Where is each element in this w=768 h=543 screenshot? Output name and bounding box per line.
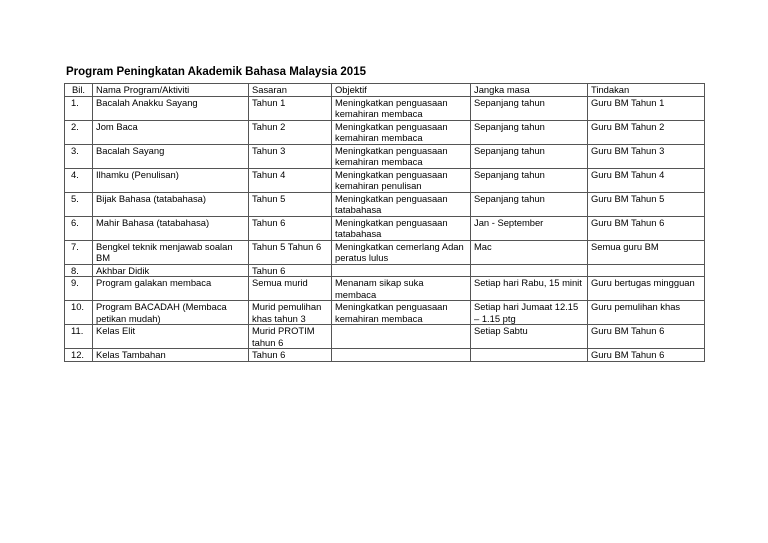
cell-sasaran: Tahun 1 (249, 96, 332, 120)
cell-bil: 10. (65, 301, 93, 325)
table-row (65, 325, 705, 349)
cell-tindakan: Guru BM Tahun 3 (588, 144, 705, 168)
cell-objektif: Meningkatkan penguasaan kemahiran membaca (332, 301, 471, 325)
cell-objektif: Meningkatkan penguasaan tatabahasa (332, 216, 471, 240)
table-row (65, 264, 705, 277)
cell-bil: 2. (65, 120, 93, 144)
cell-sasaran: Semua murid (249, 277, 332, 301)
cell-objektif (332, 325, 471, 349)
cell-objektif (332, 349, 471, 362)
cell-jangka-masa: Sepanjang tahun (471, 96, 588, 120)
cell-nama-program: Bengkel teknik menjawab soalan BM (93, 240, 249, 264)
table-row (65, 240, 705, 264)
cell-sasaran: Tahun 5 Tahun 6 (249, 240, 332, 264)
cell-jangka-masa: Sepanjang tahun (471, 120, 588, 144)
cell-tindakan: Guru BM Tahun 6 (588, 325, 705, 349)
table-row (65, 168, 705, 192)
header-sasaran: Sasaran (249, 84, 332, 97)
cell-objektif (332, 264, 471, 277)
cell-tindakan: Guru BM Tahun 1 (588, 96, 705, 120)
cell-tindakan: Guru BM Tahun 2 (588, 120, 705, 144)
cell-jangka-masa: Setiap hari Rabu, 15 minit (471, 277, 588, 301)
cell-bil: 12. (65, 349, 93, 362)
cell-jangka-masa: Mac (471, 240, 588, 264)
cell-bil: 8. (65, 264, 93, 277)
cell-tindakan: Guru BM Tahun 6 (588, 349, 705, 362)
cell-objektif: Meningkatkan cemerlang Adan peratus lulus (332, 240, 471, 264)
page-title: Program Peningkatan Akademik Bahasa Malaysia 2015 (66, 66, 366, 78)
cell-objektif: Meningkatkan penguasaan kemahiran membaca (332, 120, 471, 144)
cell-nama-program: Program galakan membaca (93, 277, 249, 301)
header-jangka-masa: Jangka masa (471, 84, 588, 97)
cell-bil: 7. (65, 240, 93, 264)
cell-tindakan: Guru bertugas mingguan (588, 277, 705, 301)
table-row (65, 120, 705, 144)
cell-objektif: Meningkatkan penguasaan tatabahasa (332, 192, 471, 216)
cell-jangka-masa: Setiap hari Jumaat 12.15 – 1.15 ptg (471, 301, 588, 325)
cell-tindakan: Semua guru BM (588, 240, 705, 264)
cell-nama-program: Jom Baca (93, 120, 249, 144)
table-row (65, 349, 705, 362)
cell-bil: 3. (65, 144, 93, 168)
cell-tindakan: Guru BM Tahun 5 (588, 192, 705, 216)
cell-nama-program: Program BACADAH (Membaca petikan mudah) (93, 301, 249, 325)
cell-jangka-masa: Sepanjang tahun (471, 192, 588, 216)
cell-tindakan: Guru BM Tahun 4 (588, 168, 705, 192)
cell-bil: 6. (65, 216, 93, 240)
cell-sasaran: Tahun 6 (249, 349, 332, 362)
table-row (65, 96, 705, 120)
header-tindakan: Tindakan (588, 84, 705, 97)
cell-sasaran: Tahun 6 (249, 216, 332, 240)
cell-sasaran: Tahun 5 (249, 192, 332, 216)
cell-nama-program: Bacalah Sayang (93, 144, 249, 168)
table-row (65, 216, 705, 240)
cell-sasaran: Tahun 2 (249, 120, 332, 144)
cell-nama-program: Bijak Bahasa (tatabahasa) (93, 192, 249, 216)
cell-objektif: Meningkatkan penguasaan kemahiran membaca (332, 96, 471, 120)
table-row (65, 301, 705, 325)
cell-jangka-masa (471, 349, 588, 362)
header-nama-program: Nama Program/Aktiviti (93, 84, 249, 97)
cell-sasaran: Murid pemulihan khas tahun 3 (249, 301, 332, 325)
table-header-row (65, 84, 705, 97)
cell-tindakan: Guru BM Tahun 6 (588, 216, 705, 240)
cell-nama-program: Mahir Bahasa (tatabahasa) (93, 216, 249, 240)
table-row (65, 277, 705, 301)
cell-sasaran: Tahun 4 (249, 168, 332, 192)
cell-tindakan (588, 264, 705, 277)
cell-sasaran: Murid PROTIM tahun 6 (249, 325, 332, 349)
cell-bil: 11. (65, 325, 93, 349)
cell-sasaran: Tahun 6 (249, 264, 332, 277)
cell-objektif: Meningkatkan penguasaan kemahiran membaca (332, 144, 471, 168)
cell-bil: 4. (65, 168, 93, 192)
cell-nama-program: Bacalah Anakku Sayang (93, 96, 249, 120)
cell-bil: 9. (65, 277, 93, 301)
cell-objektif: Menanam sikap suka membaca (332, 277, 471, 301)
cell-jangka-masa: Sepanjang tahun (471, 168, 588, 192)
cell-jangka-masa (471, 264, 588, 277)
cell-bil: 5. (65, 192, 93, 216)
cell-nama-program: Ilhamku (Penulisan) (93, 168, 249, 192)
cell-nama-program: Kelas Elit (93, 325, 249, 349)
table-row (65, 144, 705, 168)
cell-nama-program: Kelas Tambahan (93, 349, 249, 362)
cell-jangka-masa: Sepanjang tahun (471, 144, 588, 168)
cell-jangka-masa: Setiap Sabtu (471, 325, 588, 349)
program-table (64, 83, 705, 362)
cell-nama-program: Akhbar Didik (93, 264, 249, 277)
header-objektif: Objektif (332, 84, 471, 97)
cell-tindakan: Guru pemulihan khas (588, 301, 705, 325)
table-row (65, 192, 705, 216)
cell-objektif: Meningkatkan penguasaan kemahiran penulisan (332, 168, 471, 192)
cell-sasaran: Tahun 3 (249, 144, 332, 168)
header-bil: Bil. (65, 84, 93, 97)
cell-jangka-masa: Jan - September (471, 216, 588, 240)
cell-bil: 1. (65, 96, 93, 120)
